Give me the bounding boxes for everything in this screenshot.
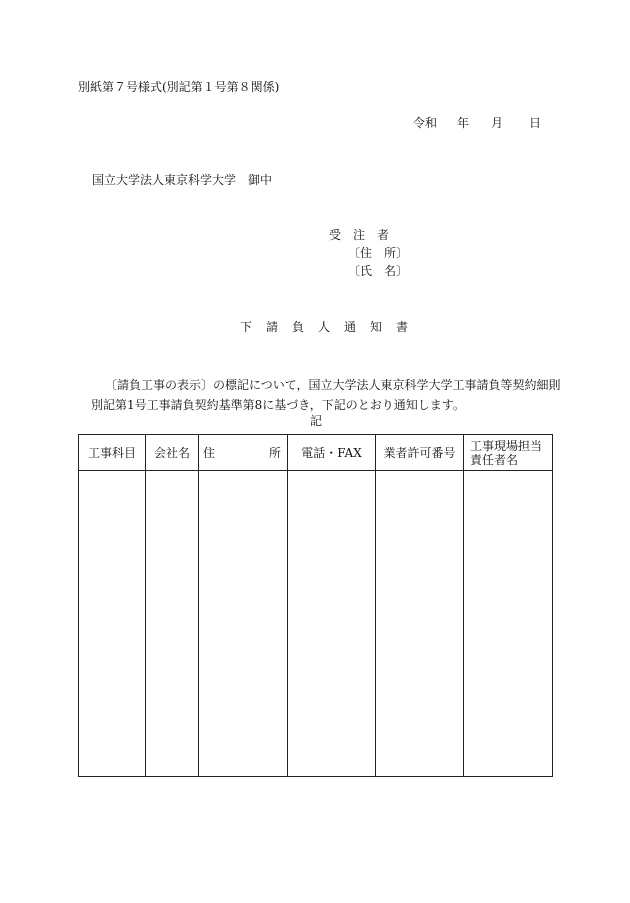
header-address: [199, 435, 288, 471]
date-year: 年: [457, 116, 470, 130]
header-address-part-1: 住: [203, 446, 216, 460]
contractor-name-label: 〔氏 名〕: [348, 264, 409, 278]
cell-address[interactable]: [199, 471, 288, 777]
header-phone-fax: 電話・FAX: [288, 435, 376, 471]
contractor-address-label: 〔住 所〕: [348, 246, 409, 260]
body-text-line-1: 〔請負工事の表示〕の標記について，国立大学法人東京科学大学工事請負等契約細則: [105, 378, 561, 392]
recipient: 国立大学法人東京科学大学 御中: [92, 173, 273, 187]
table-header-row: [79, 435, 553, 471]
header-site-manager-line-1: 工事現場担当: [470, 438, 543, 453]
date-era: 令和: [413, 116, 438, 130]
header-company: 会社名: [146, 435, 199, 471]
header-site-manager: [464, 435, 553, 471]
contractor-label: 受 注 者: [329, 228, 390, 242]
date-line: [413, 116, 541, 130]
cell-work-item[interactable]: [79, 471, 146, 777]
cell-license-no[interactable]: [376, 471, 464, 777]
subcontractor-table: [78, 434, 553, 777]
ki-heading: 記: [310, 414, 323, 428]
cell-site-manager[interactable]: [464, 471, 553, 777]
header-address-part-2: 所: [268, 446, 281, 460]
body-text-line-2: 別記第1号工事請負契約基準第8に基づき，下記のとおり通知します。: [91, 398, 465, 412]
date-month: 月: [491, 116, 504, 130]
date-day: 日: [529, 116, 542, 130]
table-row: [79, 471, 553, 777]
header-license-no: 業者許可番号: [376, 435, 464, 471]
document-title: 下 請 負 人 通 知 書: [240, 320, 410, 334]
cell-company[interactable]: [146, 471, 199, 777]
header-work-item: 工事科目: [79, 435, 146, 471]
cell-phone-fax[interactable]: [288, 471, 376, 777]
form-number: 別紙第７号様式(別記第１号第８関係): [78, 80, 280, 94]
header-site-manager-line-2: 責任者名: [470, 452, 519, 467]
